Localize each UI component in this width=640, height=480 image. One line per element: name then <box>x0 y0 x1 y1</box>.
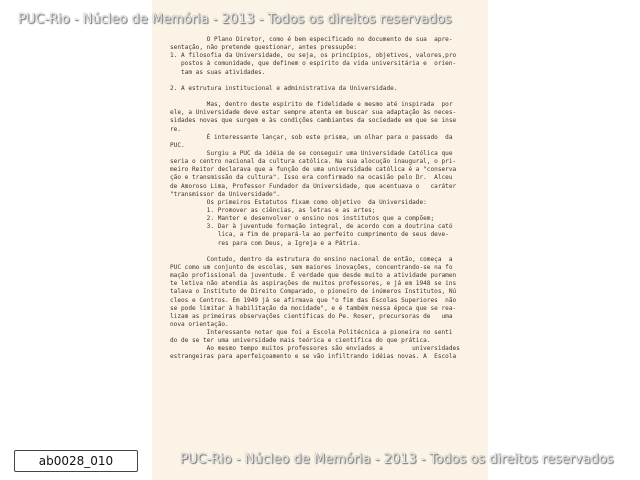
text-line: 1. Promover as ciências, as letras e as artes; <box>170 206 376 214</box>
text-line: de Amoroso Lima, Professor Fundador da Universidade, que acentuava o caráter <box>170 182 457 190</box>
image-id-label: ab0028_010 <box>14 450 138 472</box>
text-line: Surgiu a PUC da idéia de se conseguir uma Universidade Católica que <box>170 149 453 157</box>
text-line: ele, a Universidade deve estar sempre atenta em buscar sua adaptação às neces- <box>170 109 457 117</box>
text-line: lica, a fim de prepará-la ao perfeito cumprimento de seus deve- <box>170 231 449 239</box>
text-line <box>170 77 476 85</box>
text-line: nova orientação. <box>170 320 229 328</box>
text-line: Mas, dentro deste espírito de fidelidade e mesmo até inspirada por <box>170 101 453 109</box>
text-line: talava o Instituto de Direito Comparado, o pioneiro de inúmeros Institutos, Nú <box>170 288 457 296</box>
text-line: 2. A estrutura institucional e administrativa da Universidade. <box>170 84 398 92</box>
text-line: sentação, não pretende questionar, antes pressupõe: <box>170 44 358 52</box>
watermark-top: PUC-Rio - Núcleo de Memória - 2013 - Todos os direitos reservados <box>18 12 452 27</box>
text-line: ção e transmissão da cultura". Isso era confirmado na ocasião pelo Dr. Alceu <box>170 174 453 182</box>
watermark-bottom: PUC-Rio - Núcleo de Memória - 2013 - Todos os direitos reservados <box>180 452 614 467</box>
text-line: mação profissional da juventude. É verdade que desde muito a atividade puramen <box>170 272 457 280</box>
text-line: lizam as primeiras observações científicas do Pe. Roser, precursoras de uma <box>170 312 453 320</box>
text-line: 3. Dar à juventude formação integral, de acordo com a doutrina cató <box>170 223 453 231</box>
text-line: Ao mesmo tempo muitos professores são enviados a universidades <box>170 345 460 353</box>
text-line: PUC como um conjunto de escolas, sem maiores inovações, concentrando-se na fo <box>170 263 453 271</box>
text-line: Contudo, dentro da estrutura do ensino nacional de então, começa a <box>170 255 453 263</box>
text-line: do de se ter uma universidade mais teórica e científica do que prática. <box>170 337 431 345</box>
document-text <box>170 36 476 362</box>
text-line: re. <box>170 125 182 133</box>
text-line: "transmissor da Universidade". <box>170 190 281 198</box>
text-line: Interessante notar que foi a Escola Politécnica a pioneira no senti <box>170 329 453 337</box>
text-line: É interessante lançar, sob este prisma, um olhar para o passado da <box>170 133 453 141</box>
text-line: O Plano Diretor, como é bem especificado no documento de sua apre- <box>170 36 453 43</box>
text-line: 1. A filosofia da Universidade, ou seja, os princípios, objetivos, valores,pro <box>170 52 457 60</box>
text-line: te letiva não atendia às aspirações de muitos professores, e já em 1948 se ins <box>170 280 457 288</box>
text-line: meiro Reitor declarava que a função de uma universidade católica é a "conserva <box>170 166 457 174</box>
text-line: postos à comunidade, que definem o espírito da vida universitária e orien- <box>170 60 457 68</box>
text-line: tam as suas atividades. <box>170 68 266 76</box>
text-line: se pode limitar à habilitação da mocidade", e é também nessa época que se rea- <box>170 304 457 312</box>
text-line: sidades novas que surgem e às condições cambiantes da sociedade em que se inse <box>170 117 457 125</box>
text-line <box>170 93 476 101</box>
text-line <box>170 248 476 256</box>
text-line: Os primeiros Estatutos fixam como objetivo da Universidade: <box>170 198 427 206</box>
text-line: 2. Manter e desenvolver o ensino nos institutos que a compõem; <box>170 215 435 223</box>
text-line: PUC. <box>170 141 185 149</box>
text-line: cleos e Centros. Em 1949 já se afirmava que "o fim das Escolas Superiores não <box>170 296 457 304</box>
text-line: estrangeiras para aperfeiçoamento e se vão infiltrando idéias novas. A Escola <box>170 353 457 361</box>
text-line: res para com Deus, a Igreja e a Pátria. <box>170 239 361 247</box>
text-line: seria o centro nacional da cultura católica. Na sua alocução inaugural, o pri- <box>170 158 457 166</box>
